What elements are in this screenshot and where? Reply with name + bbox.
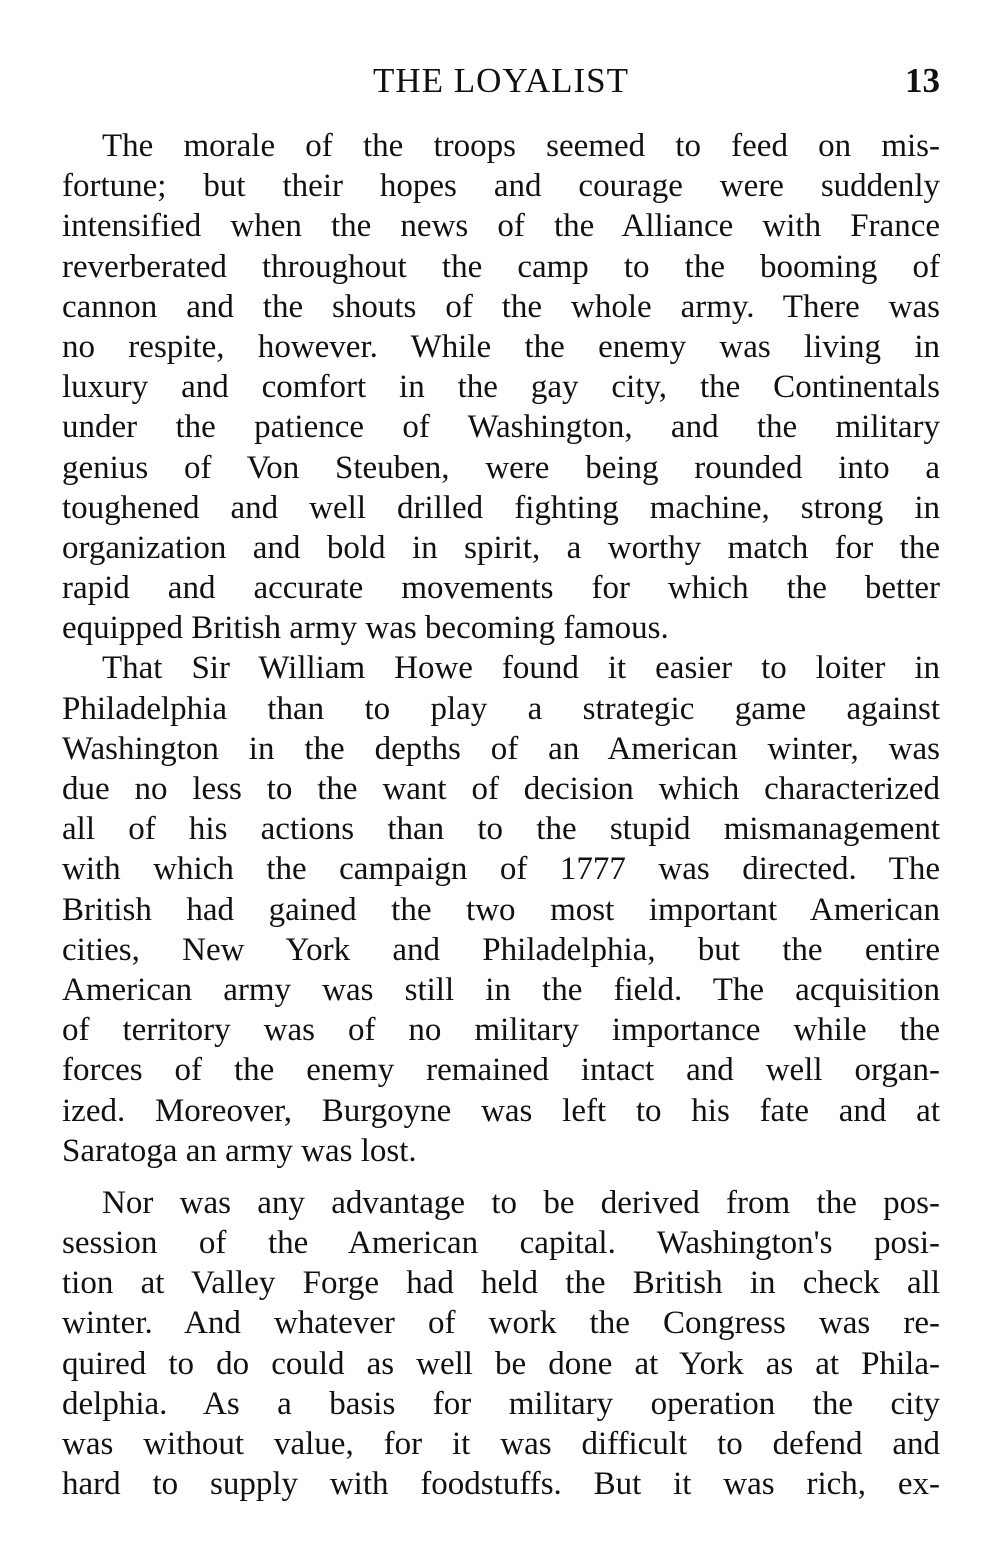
text-line: Washington in the depths of an American winter, was: [62, 730, 940, 767]
text-line: Saratoga an army was lost.: [62, 1132, 417, 1169]
text-line: fortune; but their hopes and courage were suddenly: [62, 168, 940, 205]
text-line: all of his actions than to the stupid mismanagement: [62, 811, 940, 848]
text-line: Philadelphia than to play a strategic game against: [62, 690, 940, 727]
page-number: 13: [905, 61, 940, 100]
text-line: winter. And whatever of work the Congress was re-: [62, 1305, 940, 1342]
text-line: hard to supply with foodstuffs. But it was rich, ex-: [62, 1466, 940, 1503]
text-line: toughened and well drilled fighting machine, strong in: [62, 489, 940, 526]
text-line: due no less to the want of decision which characterized: [62, 771, 940, 807]
paragraph-1: [62, 126, 940, 648]
running-title: THE LOYALIST: [373, 61, 629, 100]
body-text: [62, 126, 940, 1504]
text-line: under the patience of Washington, and the military: [62, 409, 940, 446]
text-line: cities, New York and Philadelphia, but the entire: [62, 931, 940, 968]
text-line: equipped British army was becoming famous.: [62, 610, 669, 647]
text-line: session of the American capital. Washington's posi-: [62, 1225, 940, 1262]
text-line: The morale of the troops seemed to feed on mis-: [102, 128, 940, 164]
text-line: organization and bold in spirit, a worthy match for the: [62, 529, 940, 566]
text-line: with which the campaign of 1777 was directed. The: [62, 851, 940, 888]
text-line: forces of the enemy remained intact and well organ-: [62, 1052, 940, 1089]
paragraph-spacing: [62, 1171, 940, 1183]
text-line: rapid and accurate movements for which the better: [62, 570, 940, 607]
text-line: intensified when the news of the Alliance with France: [62, 208, 940, 245]
text-line: no respite, however. While the enemy was living in: [62, 328, 940, 365]
text-line: ized. Moreover, Burgoyne was left to his fate and at: [62, 1092, 940, 1129]
running-head: [62, 56, 940, 106]
paragraph-2: [62, 648, 940, 1170]
text-line: of territory was of no military importance while the: [62, 1012, 940, 1049]
text-line: luxury and comfort in the gay city, the Continentals: [62, 369, 940, 406]
text-line: That Sir William Howe found it easier to loiter in: [102, 650, 940, 687]
text-line: tion at Valley Forge had held the British in check all: [62, 1265, 940, 1302]
text-line: reverberated throughout the camp to the booming of: [62, 248, 940, 285]
text-line: delphia. As a basis for military operation the city: [62, 1385, 940, 1422]
text-line: quired to do could as well be done at York as at Phila-: [62, 1345, 940, 1382]
text-line: American army was still in the field. The acquisition: [62, 971, 940, 1008]
text-line: genius of Von Steuben, were being rounded into a: [62, 449, 940, 486]
text-line: British had gained the two most important American: [62, 891, 940, 928]
text-line: cannon and the shouts of the whole army. There was: [62, 288, 940, 325]
paragraph-3: [62, 1183, 940, 1505]
text-line: was without value, for it was difficult to defend and: [62, 1426, 940, 1462]
text-line: Nor was any advantage to be derived from the pos-: [102, 1184, 940, 1221]
